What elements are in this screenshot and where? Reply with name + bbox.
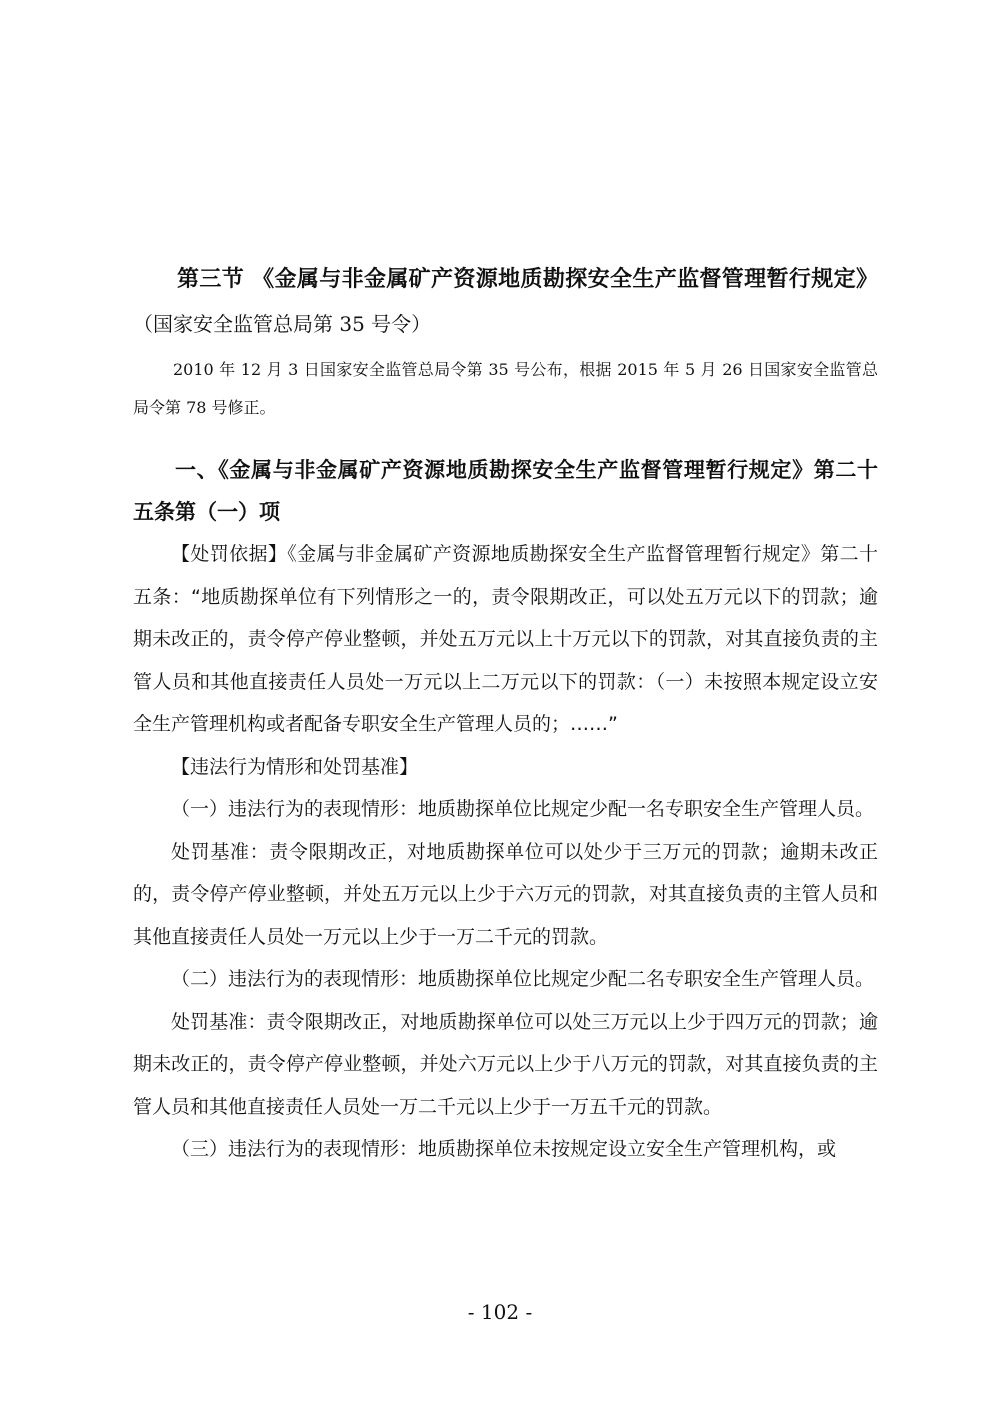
item-2-situation: （二）违法行为的表现情形：地质勘探单位比规定少配二名专职安全生产管理人员。 [171,968,875,990]
document-page [133,258,878,1171]
section-title-main: 第三节 《金属与非金属矿产资源地质勘探安全生产监督管理暂行规定》 [177,267,878,292]
section-subtitle: （国家安全监管总局第 35 号令） [133,312,432,336]
standard-heading: 【违法行为情形和处罚基准】 [171,755,419,778]
penalty-basis: 【处罚依据】《金属与非金属矿产资源地质勘探安全生产监督管理暂行规定》第二十五条：“地质勘探单位有下列情形之一的，责令限期改正，可以处五万元以下的罚款；逾期未改正的，责令停产停业整顿，并处五万元以上十万元以下的罚款，对其直接负责的主管人员和其他直接责任人员处一万元以上二万元以下的罚款：（一）未按照本规定设立安全生产管理机构或者配备专职安全生产管理人员的；……” [133,543,878,735]
section-title [133,258,878,347]
item-2-penalty: 处罚基准：责令限期改正，对地质勘探单位可以处三万元以上少于四万元的罚款；逾期未改正的，责令停产停业整顿，并处六万元以上少于八万元的罚款，对其直接负责的主管人员和其他直接责任人员处一万二千元以上少于一万五千元的罚款。 [133,1010,878,1118]
item-1-penalty: 处罚基准：责令限期改正，对地质勘探单位可以处少于三万元的罚款；逾期未改正的，责令停产停业整顿，并处五万元以上少于六万元的罚款，对其直接负责的主管人员和其他直接责任人员处一万元以上少于一万二千元的罚款。 [133,840,878,948]
page-number: - 102 - [467,1300,533,1324]
revision-note: 2010 年 12 月 3 日国家安全监管总局令第 35 号公布，根据 2015 年 5 月 26 日国家安全监管总局令第 78 号修正。 [133,360,878,417]
item-1-situation: （一）违法行为的表现情形：地质勘探单位比规定少配一名专职安全生产管理人员。 [171,798,875,820]
article-title: 一、《金属与非金属矿产资源地质勘探安全生产监督管理暂行规定》第二十五条第（一）项 [133,458,878,524]
item-3-situation: （三）违法行为的表现情形：地质勘探单位未按规定设立安全生产管理机构，或 [171,1138,837,1160]
